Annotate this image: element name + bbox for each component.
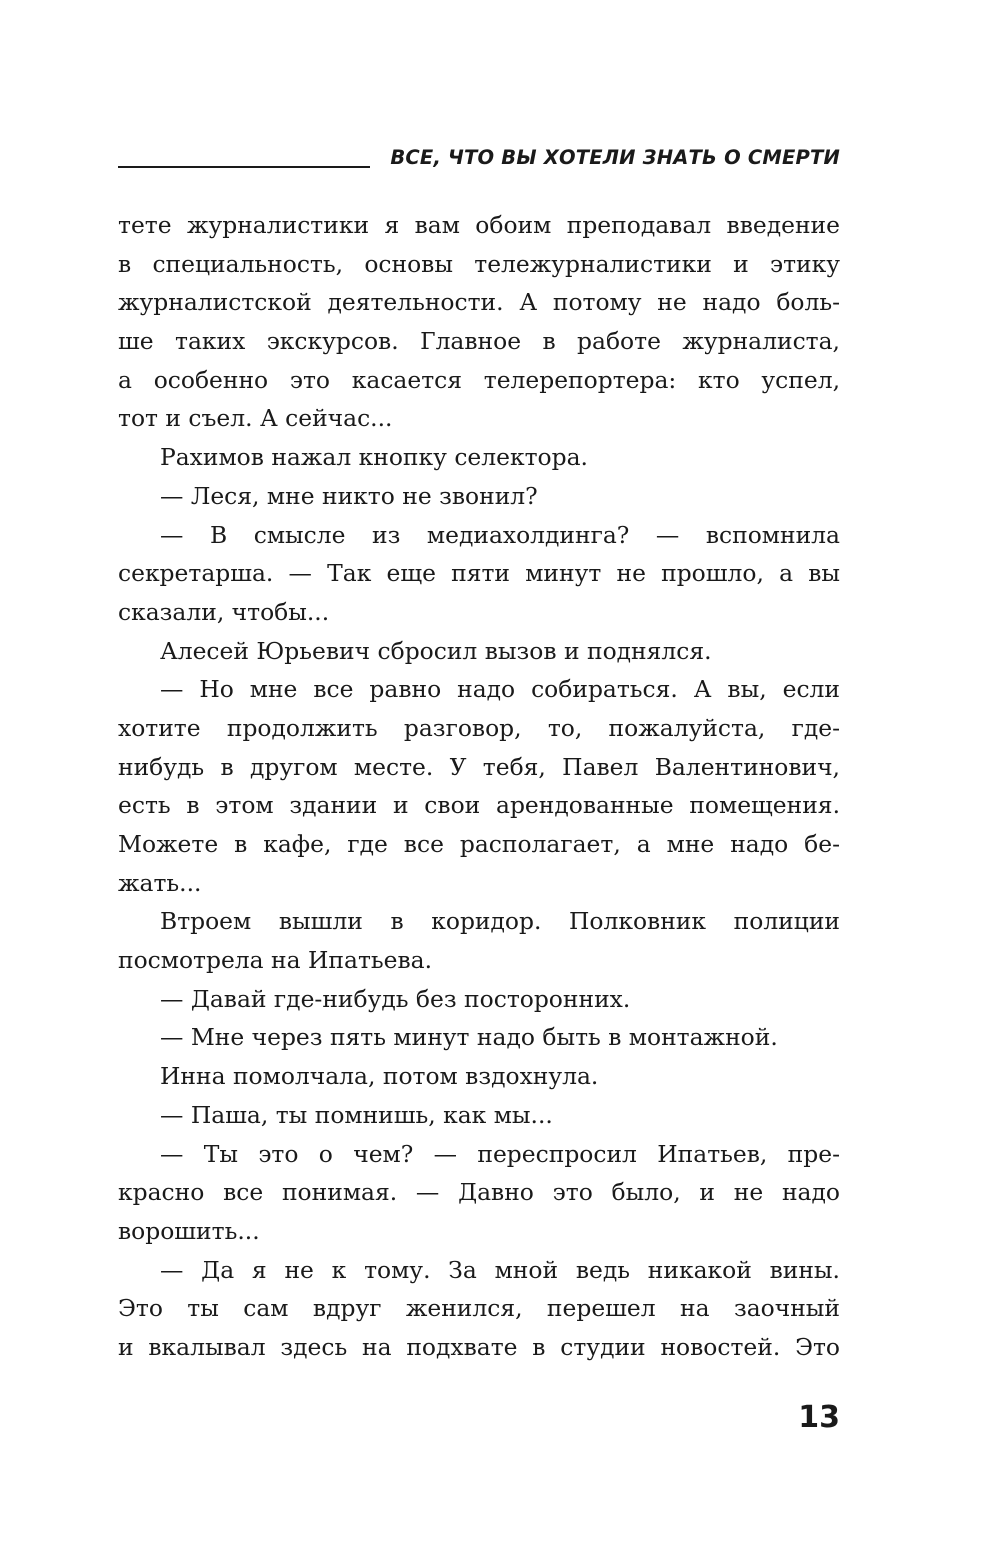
text-line: — В смысле из медиахолдинга? — вспомнила (160, 520, 840, 549)
text-line: в специальность, основы тележурналистики и этику (118, 249, 840, 278)
text-line: хотите продолжить разговор, то, пожалуйста, где- (118, 713, 840, 742)
text-line: — Ты это о чем? — переспросил Ипатьев, пре- (160, 1139, 840, 1168)
text-line: — Но мне все равно надо собираться. А вы, если (160, 675, 840, 704)
text-line: — Давай где-нибудь без посторонних. (160, 984, 631, 1013)
text-line: и вкалывал здесь на подхвате в студии новостей. Это (118, 1332, 840, 1361)
running-header (118, 140, 840, 180)
body-text (118, 206, 840, 1367)
text-line: журналистской деятельности. А потому не надо боль- (118, 288, 840, 317)
text-line: — Леся, мне никто не звонил? (160, 481, 538, 510)
text-line: Рахимов нажал кнопку селектора. (160, 443, 588, 472)
text-line: Алесей Юрьевич сбросил вызов и поднялся. (160, 636, 712, 665)
header-rule (118, 166, 370, 168)
text-line: Втроем вышли в коридор. Полковник полиции (160, 907, 840, 936)
text-line: есть в этом здании и свои арендованные помещения. (118, 791, 840, 820)
text-line: секретарша. — Так еще пяти минут не прошло, а вы (118, 559, 840, 588)
text-line: тете журналистики я вам обоим преподавал введение (118, 211, 840, 239)
text-line: Инна помолчала, потом вздохнула. (160, 1062, 599, 1091)
text-line: а особенно это касается телерепортера: кто успел, (118, 365, 840, 394)
text-line: Можете в кафе, где все располагает, а мне надо бе- (118, 830, 840, 858)
text-line: — Да я не к тому. За мной ведь никакой вины. (160, 1255, 840, 1284)
text-line: посмотрела на Ипатьева. (118, 946, 433, 975)
text-line: ше таких экскурсов. Главное в работе журналиста, (118, 327, 840, 356)
text-line: ворошить... (118, 1216, 260, 1245)
page-number: 13 (798, 1400, 840, 1435)
running-title: ВСЕ, ЧТО ВЫ ХОТЕЛИ ЗНАТЬ О СМЕРТИ (390, 146, 840, 169)
text-line: красно все понимая. — Давно это было, и не надо (118, 1178, 840, 1207)
text-line: жать... (118, 868, 202, 897)
text-line: — Паша, ты помнишь, как мы... (160, 1100, 553, 1129)
text-line: сказали, чтобы... (118, 597, 330, 626)
text-line: тот и съел. А сейчас... (118, 404, 393, 433)
text-line: — Мне через пять минут надо быть в монтажной. (160, 1023, 778, 1052)
text-line: нибудь в другом месте. У тебя, Павел Валентинович, (118, 752, 840, 781)
text-line: Это ты сам вдруг женился, перешел на заочный (118, 1294, 840, 1323)
